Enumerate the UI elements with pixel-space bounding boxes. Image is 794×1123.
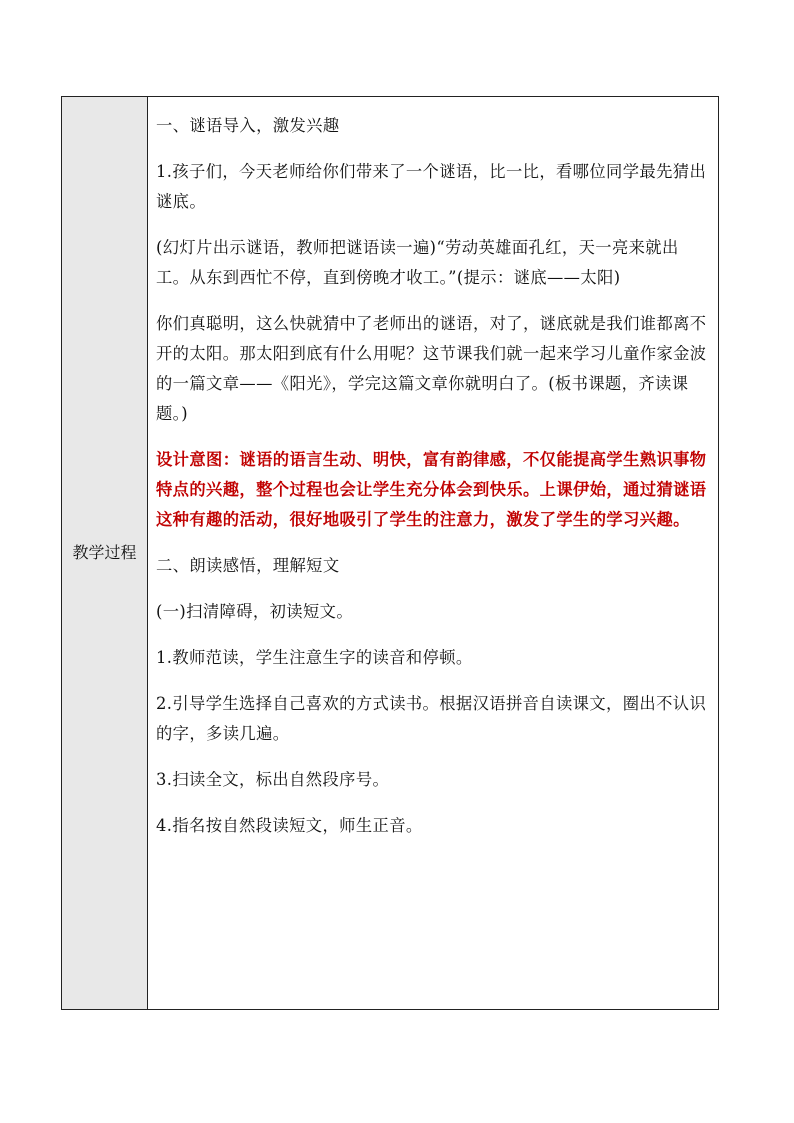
item1-text: 1.孩子们，今天老师给你们带来了一个谜语，比一比，看哪位同学最先猜出谜底。 — [156, 162, 707, 211]
item1-feedback: 你们真聪明，这么快就猜中了老师出的谜语，对了，谜底就是我们谁都离不开的太阳。那太阳到底有什么用呢？这节课我们就一起来学习儿童作家金波的一篇文章——《阳光》，学完这篇文章你就明白了。(板书课题，齐读课题。) — [156, 314, 707, 423]
table-right-cell — [148, 97, 718, 1009]
subsection1-title: (一)扫清障碍，初读短文。 — [156, 602, 353, 621]
step-4: 4.指名按自然段读短文，师生正音。 — [156, 816, 423, 835]
item1-note: (幻灯片出示谜语，教师把谜语读一遍)“劳动英雄面孔红，天一亮来就出工。从东到西忙不停，直到傍晚才收工。”(提示：谜底——太阳) — [156, 238, 679, 287]
step-2: 2.引导学生选择自己喜欢的方式读书。根据汉语拼音自读课文，圈出不认识的字，多读几遍。 — [156, 694, 707, 743]
table-left-cell — [62, 97, 148, 1009]
section2-title: 二、朗读感悟，理解短文 — [156, 556, 340, 575]
step-3: 3.扫读全文，标出自然段序号。 — [156, 770, 390, 789]
design-intent: 设计意图：谜语的语言生动、明快，富有韵律感，不仅能提高学生熟识事物特点的兴趣，整个过程也会让学生充分体会到快乐。上课伊始，通过猜谜语这种有趣的活动，很好地吸引了学生的注意力，激发了学生的学习兴趣。 — [156, 450, 707, 529]
step-1: 1.教师范读，学生注意生字的读音和停顿。 — [156, 648, 473, 667]
teaching-process-label: 教学过程 — [72, 543, 137, 562]
lesson-table — [61, 96, 719, 1010]
section1-title: 一、谜语导入，激发兴趣 — [156, 116, 340, 135]
